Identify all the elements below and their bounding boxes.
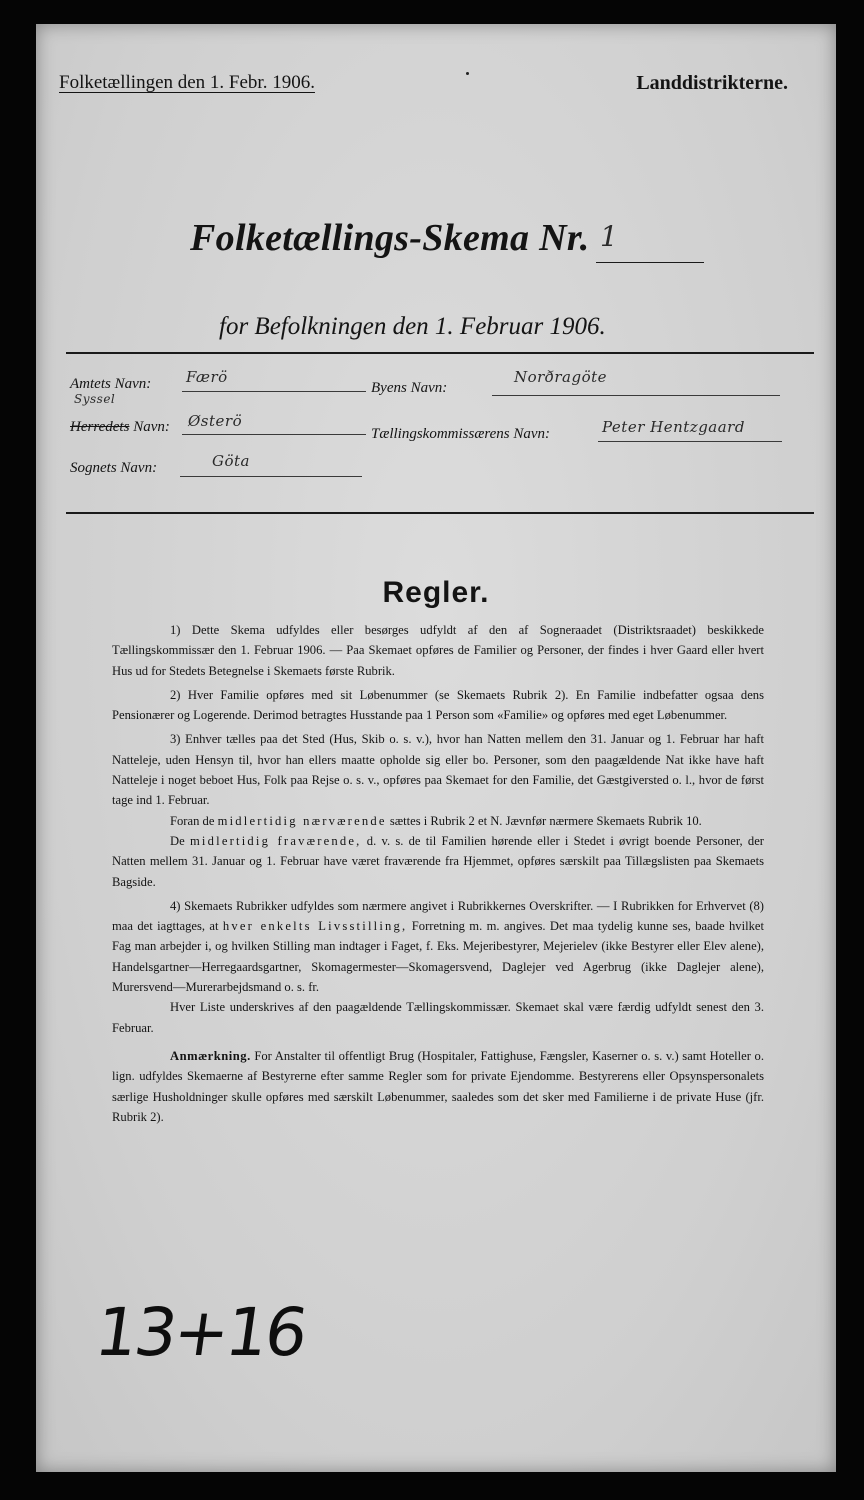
rule-2: 2) Hver Familie opføres med sit Løbenummer (se Skemaets Rubrik 2). En Familie indbefatter ogsaa dens Pensionærer og Logerende. Derimod betragtes Husstande paa 1 Person som «Familie» og opføres med eget Løbenummer. <box>112 687 764 723</box>
by-value: Norðragöte <box>514 368 608 386</box>
rules-heading: Regler. <box>382 576 490 609</box>
rule-3-present-spaced: midlertidig nærværende <box>217 813 387 828</box>
sogn-value: Göta <box>212 452 250 470</box>
rule-3-absent <box>112 831 764 892</box>
rule-3-present-post: sættes i Rubrik 2 et N. Jævnfør nærmere Skemaets Rubrik 10. <box>389 813 702 828</box>
divider-top <box>66 352 814 354</box>
annotation-label: Anmærkning. <box>170 1048 251 1063</box>
form-number: 1 <box>600 220 618 253</box>
kommissaer-fill-line <box>598 441 782 442</box>
handwritten-note: 13+16 <box>90 1294 310 1371</box>
rule-4-spaced: hver enkelts Livsstilling, <box>222 919 408 934</box>
sogn-fill-line <box>180 476 362 477</box>
rule-5: Hver Liste underskrives af den paagældende Tællingskommissær. Skemaet skal være færdig udfyldt senest den 3. Februar. <box>112 1000 764 1035</box>
rule-1: 1) Dette Skema udfyldes eller besørges udfyldt af den af Sogneraadet (Distriktsraadet) beskikkede Tællingskommissær den 1. Februar 1906. — Paa Skemaet opføres de Familier og Personer, der findes i hver Gaard eller hvert Hus ud for Stedets Betegnelse i Skemaets første Rubrik. <box>112 623 764 678</box>
ink-dot <box>466 72 469 75</box>
herred-fill-line <box>182 434 366 435</box>
rule-3-absent-post: d. v. s. de til Familien hørende eller i Stedet i øvrigt boende Personer, der Natten mellem 31. Januar og 1. Februar have været fraværende fra Hjemmet, opføres særskilt paa Tillægslisten paa Skemaets Bagside. <box>112 833 764 889</box>
form-number-line <box>596 262 704 263</box>
syssel-correction: Syssel <box>74 392 116 406</box>
rule-4-post: Forretning m. m. angives. Det maa tydelig kunne ses, baade hvilket Fag man arbejder i, og hvilken Stilling man indtager i Faget, f. Eks. Mejeribestyrer, Mejerielev (ikke Bestyrer eller Elev alene), Handelsgartner—Herregaardsgartner, Skomagermester—Skomagersvend, Daglejer ved Agerbrug (ikke Daglejer alene), Murersvend—Murerarbejdsmand o. s. fr. <box>112 919 764 995</box>
rules-body <box>112 620 764 1131</box>
rule-4 <box>112 896 764 997</box>
amt-value: Færö <box>186 368 228 386</box>
herred-struck-label: Herredets <box>70 419 130 435</box>
by-label: Byens Navn: <box>371 380 448 396</box>
rule-3-absent-spaced: midlertidig fraværende, <box>189 833 362 848</box>
census-form-sheet <box>36 24 836 1472</box>
amt-fill-line <box>182 391 366 392</box>
district-type-label: Landdistrikterne. <box>636 72 788 94</box>
form-title: Folketællings-Skema Nr. <box>190 217 590 259</box>
herred-name-label: Navn: <box>133 419 170 435</box>
annotation-note <box>112 1046 764 1127</box>
sogn-label: Sognets Navn: <box>70 460 158 476</box>
annotation-text: For Anstalter til offentligt Brug (Hospitaler, Fattighuse, Fængsler, Kaserner o. s. v.) samt Hoteller o. lign. udfyldes Skemaerne af Bestyrerne efter samme Regler som for private Ejendomme. Bestyrerens eller Opsynspersonalets særlige Husholdninger skulle opføres med særskilt Løbenummer, saaledes som det sker med Familierne i de private Huse (jfr. Rubrik 2). <box>112 1048 764 1124</box>
herred-label <box>70 419 170 436</box>
rule-3: 3) Enhver tælles paa det Sted (Hus, Skib o. s. v.), hvor han Natten mellem den 31. Januar og 1. Februar har haft Natteleje, uden Hensyn til, hvor han ellers maatte opholde sig eller bo. Personer, som den paagældende Nat ikke have haft Natteleje i noget beboet Hus, Folk paa Rejse o. s. v., opføres paa Skemaet for den Familie, det Gæstgiversted o. l., hvor de først tage ind 1. Februar. <box>112 732 764 808</box>
by-fill-line <box>492 395 780 396</box>
divider-bottom <box>66 512 814 514</box>
census-header-title: Folketællingen den 1. Febr. 1906. <box>59 72 315 93</box>
amt-label: Amtets Navn: <box>70 376 152 392</box>
kommissaer-label: Tællingskommissærens Navn: <box>371 426 551 442</box>
kommissaer-value: Peter Hentzgaard <box>602 418 745 436</box>
form-subtitle: for Befolkningen den 1. Februar 1906. <box>219 313 606 340</box>
rule-3-present-pre: Foran de <box>170 813 215 828</box>
rule-4-pre: 4) Skemaets Rubrikker udfyldes som nærmere angivet i Rubrikkernes Overskrifter. — I Rubrikken for Erhvervet (8) maa det iagttages, at <box>112 898 764 934</box>
herred-value: Østerö <box>188 412 243 430</box>
rule-3-present <box>112 811 764 831</box>
rule-3-absent-pre: De <box>170 833 185 848</box>
